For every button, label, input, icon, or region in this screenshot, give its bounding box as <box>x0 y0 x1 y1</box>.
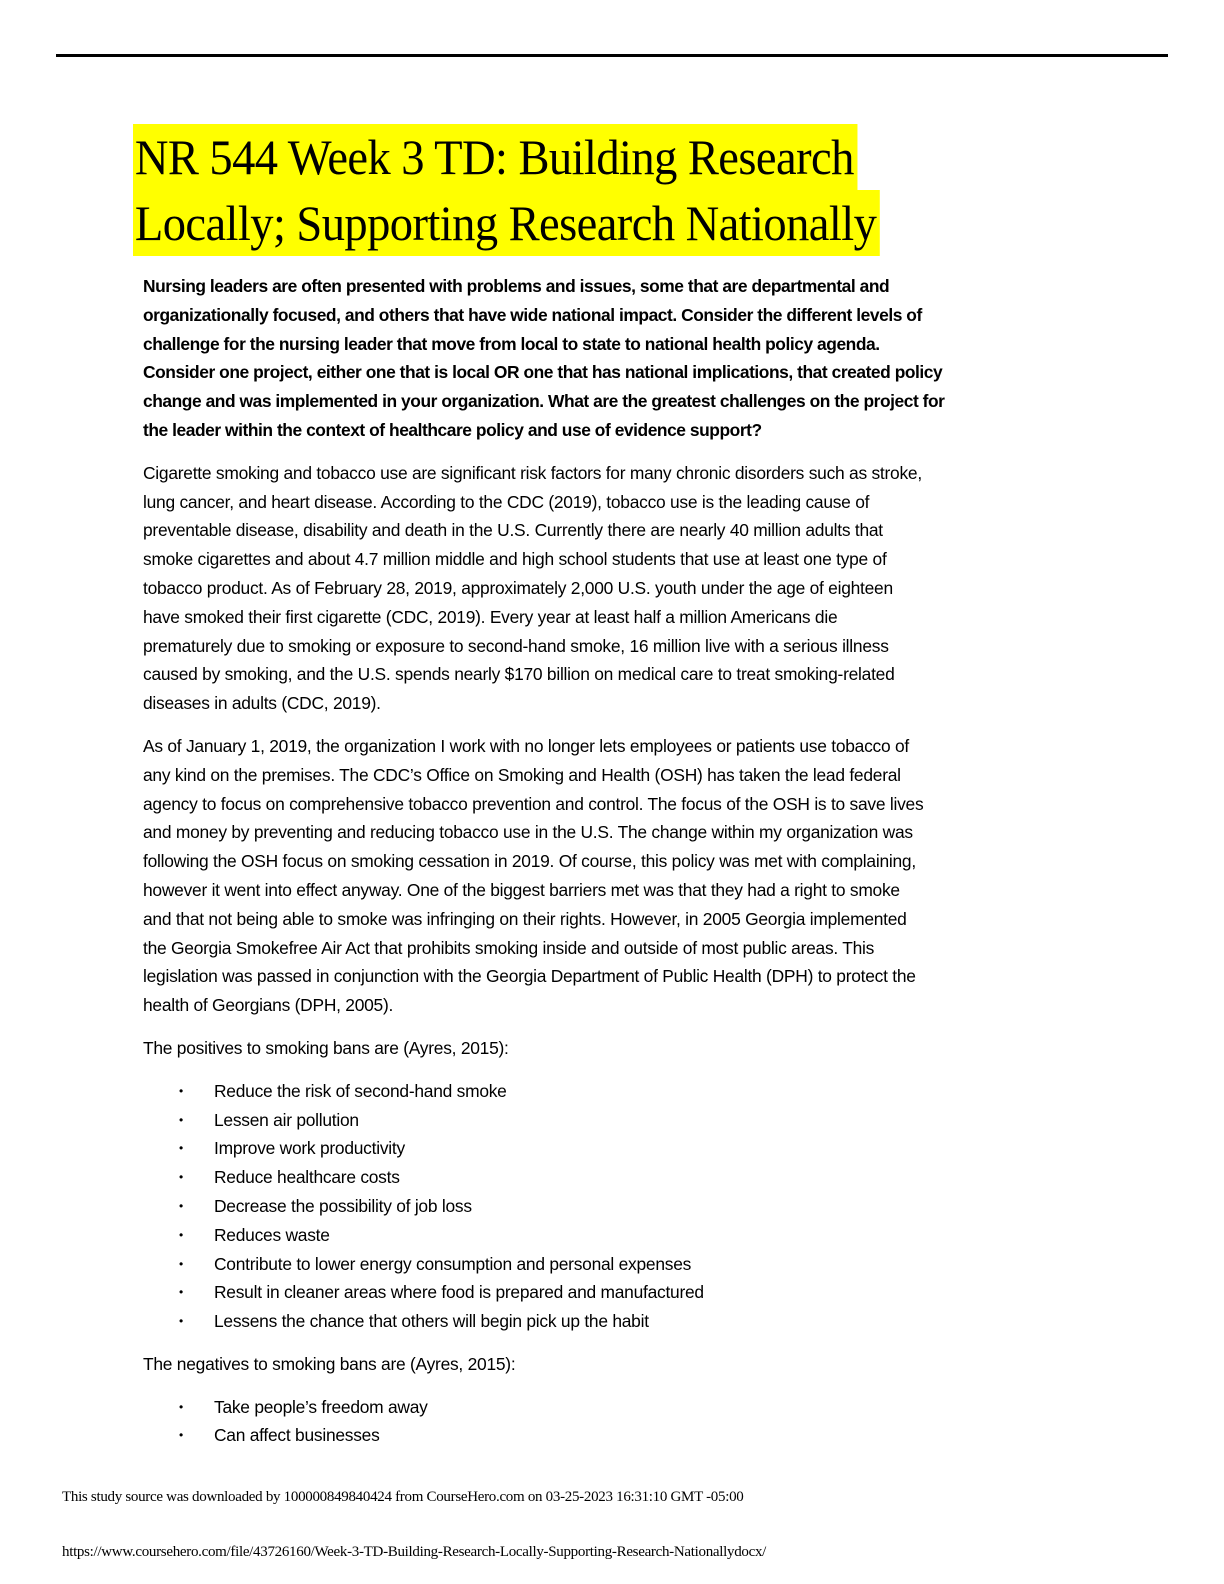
list-item <box>143 1163 1083 1192</box>
prompt-line: Consider one project, either one that is local OR one that has national implications, that created policy <box>143 362 943 383</box>
positives-intro: The positives to smoking bans are (Ayres, 2015): <box>143 1037 509 1058</box>
list-item <box>143 1077 1083 1106</box>
paragraph-line: any kind on the premises. The CDC’s Office on Smoking and Health (OSH) has taken the lead federal <box>143 764 901 785</box>
prompt-line: change and was implemented in your organization. What are the greatest challenges on the project for <box>143 391 945 412</box>
list-item <box>143 1192 1083 1221</box>
prompt-line: the leader within the context of healthcare policy and use of evidence support? <box>143 419 762 440</box>
list-item <box>143 1393 1083 1422</box>
paragraph-line: As of January 1, 2019, the organization I work with no longer lets employees or patients use tobacco of <box>143 735 909 756</box>
download-notice: This study source was downloaded by 100000849840424 from CourseHero.com on 03-25-2023 16:31:10 GMT -05:00 <box>62 1489 744 1505</box>
paragraph-line: smoke cigarettes and about 4.7 million middle and high school students that use at least one type of <box>143 549 887 570</box>
prompt-line: challenge for the nursing leader that move from local to state to national health policy agenda. <box>143 333 880 354</box>
title-line-1: NR 544 Week 3 TD: Building Research <box>133 124 857 190</box>
paragraph-line: agency to focus on comprehensive tobacco prevention and control. The focus of the OSH is to save lives <box>143 793 924 814</box>
bullet-icon: • <box>179 1170 183 1185</box>
title-line-2: Locally; Supporting Research Nationally <box>133 190 880 256</box>
list-item-text: Reduce healthcare costs <box>214 1167 400 1188</box>
paragraph-line: Cigarette smoking and tobacco use are significant risk factors for many chronic disorders such as stroke, <box>143 462 922 483</box>
paragraph-line: however it went into effect anyway. One of the biggest barriers met was that they had a right to smoke <box>143 879 900 900</box>
bullet-icon: • <box>179 1083 183 1098</box>
bullet-icon: • <box>179 1285 183 1300</box>
paragraph-line: health of Georgians (DPH, 2005). <box>143 995 394 1016</box>
list-item <box>143 1307 1083 1336</box>
paragraph-line: diseases in adults (CDC, 2019). <box>143 693 381 714</box>
list-item <box>143 1250 1083 1279</box>
list-item-text: Result in cleaner areas where food is prepared and manufactured <box>214 1282 704 1303</box>
bullet-icon: • <box>179 1314 183 1329</box>
bullet-icon: • <box>179 1256 183 1271</box>
negatives-list <box>143 1393 1083 1451</box>
document-body <box>143 272 1083 1464</box>
paragraph-line: preventable disease, disability and death in the U.S. Currently there are nearly 40 million adults that <box>143 520 883 541</box>
list-item-text: Decrease the possibility of job loss <box>214 1195 472 1216</box>
prompt-line: Nursing leaders are often presented with problems and issues, some that are departmental and <box>143 276 890 296</box>
paragraph-line: and money by preventing and reducing tobacco use in the U.S. The change within my organization was <box>143 822 913 843</box>
list-item-text: Contribute to lower energy consumption and personal expenses <box>214 1253 692 1274</box>
paragraph-line: lung cancer, and heart disease. According to the CDC (2019), tobacco use is the leading cause of <box>143 491 870 512</box>
list-item <box>143 1221 1083 1250</box>
paragraph-organization-policy <box>143 732 1083 1020</box>
list-item-text: Lessens the chance that others will begin pick up the habit <box>214 1311 649 1332</box>
list-item <box>143 1421 1083 1450</box>
source-url[interactable]: https://www.coursehero.com/file/43726160/Week-3-TD-Building-Research-Locally-Supporting-Research-Nationallydocx/ <box>62 1544 767 1560</box>
paragraph-line: the Georgia Smokefree Air Act that prohibits smoking inside and outside of most public areas. This <box>143 937 875 958</box>
paragraph-line: caused by smoking, and the U.S. spends nearly $170 billion on medical care to treat smoking-related <box>143 664 895 685</box>
list-item-text: Can affect businesses <box>214 1425 380 1446</box>
list-item-text: Reduces waste <box>214 1224 330 1245</box>
list-item-text: Reduce the risk of second-hand smoke <box>214 1080 507 1101</box>
header-rule <box>56 54 1168 57</box>
list-item-text: Improve work productivity <box>214 1138 405 1159</box>
paragraph-line: prematurely due to smoking or exposure to second-hand smoke, 16 million live with a serious illness <box>143 635 889 656</box>
paragraph-line: and that not being able to smoke was infringing on their rights. However, in 2005 Georgia implemented <box>143 908 907 929</box>
bullet-icon: • <box>179 1141 183 1156</box>
paragraph-line: tobacco product. As of February 28, 2019, approximately 2,000 U.S. youth under the age of eighteen <box>143 577 893 598</box>
bullet-icon: • <box>179 1227 183 1242</box>
bullet-icon: • <box>179 1112 183 1127</box>
bullet-icon: • <box>179 1428 183 1443</box>
bullet-icon: • <box>179 1198 183 1213</box>
list-item <box>143 1134 1083 1163</box>
list-item <box>143 1106 1083 1135</box>
list-item-text: Take people’s freedom away <box>214 1396 428 1417</box>
discussion-prompt <box>143 272 1083 445</box>
paragraph-line: following the OSH focus on smoking cessation in 2019. Of course, this policy was met with complaining, <box>143 851 916 872</box>
bullet-icon: • <box>179 1399 183 1414</box>
document-title <box>133 124 880 256</box>
list-item-text: Lessen air pollution <box>214 1109 359 1130</box>
paragraph-line: have smoked their first cigarette (CDC, 2019). Every year at least half a million Americans die <box>143 606 838 627</box>
prompt-line: organizationally focused, and others that have wide national impact. Consider the different levels of <box>143 304 922 325</box>
negatives-intro: The negatives to smoking bans are (Ayres, 2015): <box>143 1353 516 1374</box>
paragraph-line: legislation was passed in conjunction with the Georgia Department of Public Health (DPH) to protect the <box>143 966 916 987</box>
list-item <box>143 1278 1083 1307</box>
paragraph-smoking-statistics <box>143 459 1083 718</box>
positives-list <box>143 1077 1083 1336</box>
